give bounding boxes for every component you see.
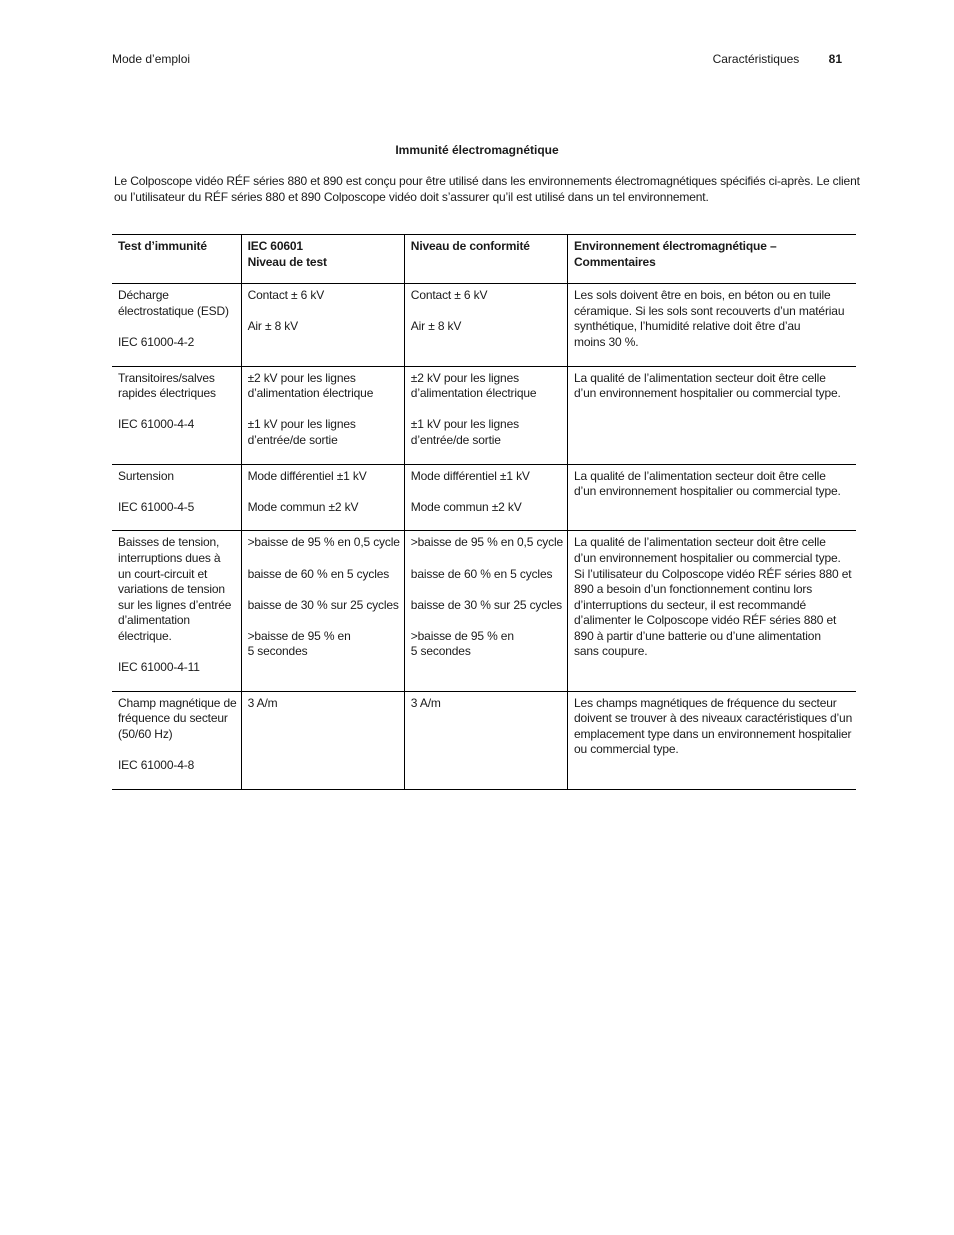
cell-spacer — [118, 644, 237, 660]
cell-line: moins 30 %. — [574, 334, 639, 349]
column-header-immunity-test — [112, 235, 241, 284]
page-number: 81 — [828, 52, 842, 66]
table-row — [112, 284, 856, 366]
immunity-table — [112, 234, 856, 790]
cell-line: 890 à partir d’une batterie ou d’une alimentation — [574, 628, 821, 643]
cell-em-environment — [568, 366, 857, 464]
cell-spacer — [248, 613, 400, 629]
table-row — [112, 531, 856, 691]
cell-line: Les sols doivent être en bois, en béton ou en tuile — [574, 288, 831, 303]
cell-line: (50/60 Hz) — [118, 726, 173, 741]
cell-line: Niveau de conformité — [410, 239, 530, 253]
intro-line: ou l’utilisateur du RÉF séries 880 et 890 Colposcope vidéo doit s’assurer qu’il est utilisé dans un tel environnement. — [114, 189, 709, 204]
cell-spacer — [118, 319, 237, 335]
cell-line: IEC 61000-4-2 — [118, 334, 195, 349]
cell-line: La qualité de l’alimentation secteur doit être celle — [574, 370, 826, 385]
cell-iec-test-level — [241, 284, 404, 366]
cell-line: électrostatique (ESD) — [118, 303, 229, 318]
cell-line: interruptions dues à — [118, 550, 221, 565]
cell-line: IEC 60601 — [247, 239, 303, 253]
cell-spacer — [411, 551, 563, 567]
cell-line: La qualité de l’alimentation secteur doit être celle — [574, 535, 826, 550]
header-section-title: Caractéristiques — [712, 52, 800, 66]
cell-immunity-test — [112, 691, 241, 789]
cell-iec-test-level — [241, 531, 404, 691]
cell-em-environment — [568, 284, 857, 366]
cell-line: emplacement type dans un environnement hospitalier — [574, 726, 852, 741]
cell-line: d’alimentation électrique — [247, 386, 374, 401]
cell-line: d’entrée/de sortie — [247, 432, 338, 447]
cell-spacer — [411, 613, 563, 629]
cell-line: Air ± 8 kV — [410, 319, 462, 334]
cell-line: Mode différentiel ±1 kV — [410, 468, 530, 483]
cell-immunity-test — [112, 531, 241, 691]
cell-line: Surtension — [118, 468, 174, 483]
intro-paragraph — [114, 174, 860, 205]
cell-compliance-level — [404, 531, 567, 691]
cell-line: ou commercial type. — [574, 742, 679, 757]
cell-line: >baisse de 95 % en — [410, 628, 514, 643]
cell-line: >baisse de 95 % en 0,5 cycle — [410, 535, 564, 550]
cell-line: 5 secondes — [410, 644, 471, 659]
cell-compliance-level — [404, 691, 567, 789]
cell-line: fréquence du secteur — [118, 711, 228, 726]
cell-line: ±2 kV pour les lignes — [410, 370, 519, 385]
cell-line: d’entrée/de sortie — [410, 432, 501, 447]
cell-compliance-level — [404, 284, 567, 366]
cell-line: électrique. — [118, 628, 172, 643]
header-right — [713, 52, 842, 66]
cell-line: Champ magnétique de — [118, 695, 237, 710]
cell-line: d’un environnement hospitalier ou commercial type. — [574, 550, 841, 565]
column-header-iec-test-level — [241, 235, 404, 284]
cell-line: d’interruptions du secteur, il est recommandé — [574, 597, 807, 612]
table-row — [112, 691, 856, 789]
cell-em-environment — [568, 531, 857, 691]
cell-spacer — [411, 582, 563, 598]
table-row — [112, 366, 856, 464]
cell-line: >baisse de 95 % en — [247, 628, 351, 643]
cell-compliance-level — [404, 464, 567, 531]
cell-line: sans coupure. — [574, 644, 648, 659]
cell-iec-test-level — [241, 366, 404, 464]
cell-line: d’alimentation électrique — [410, 386, 537, 401]
cell-line: 890 a besoin d’un fonctionnement continu lors — [574, 582, 813, 597]
cell-line: baisse de 60 % en 5 cycles — [247, 566, 390, 581]
cell-line: La qualité de l’alimentation secteur doit être celle — [574, 468, 826, 483]
cell-line: >baisse de 95 % en 0,5 cycle — [247, 535, 400, 550]
cell-spacer — [118, 484, 237, 500]
cell-line: IEC 61000-4-8 — [118, 758, 195, 773]
cell-line: Mode commun ±2 kV — [247, 499, 359, 514]
cell-line: Niveau de test — [247, 254, 327, 269]
section-title: Immunité électromagnétique — [395, 143, 559, 157]
cell-line: IEC 61000-4-5 — [118, 499, 195, 514]
intro-line: Le Colposcope vidéo RÉF séries 880 et 890 est conçu pour être utilisé dans les environnements électromagnétiques spécifiés ci-après. Le client — [114, 174, 860, 188]
cell-line: Décharge — [118, 288, 169, 303]
cell-line: Si l’utilisateur du Colposcope vidéo RÉF séries 880 et — [574, 566, 852, 581]
column-header-em-environment — [568, 235, 857, 284]
cell-line: ±2 kV pour les lignes — [247, 370, 356, 385]
cell-iec-test-level — [241, 464, 404, 531]
cell-line: variations de tension — [118, 582, 225, 597]
cell-line: Les champs magnétiques de fréquence du secteur — [574, 695, 837, 710]
cell-line: synthétique, l’humidité relative doit être d’au — [574, 319, 801, 334]
cell-spacer — [118, 742, 237, 758]
table-body — [112, 284, 856, 789]
cell-line: baisse de 60 % en 5 cycles — [410, 566, 553, 581]
cell-line: IEC 61000-4-4 — [118, 417, 195, 432]
cell-em-environment — [568, 464, 857, 531]
cell-compliance-level — [404, 366, 567, 464]
cell-line: Transitoires/salves — [118, 370, 215, 385]
cell-line: Contact ± 6 kV — [247, 288, 325, 303]
cell-spacer — [248, 484, 400, 500]
cell-line: Mode commun ±2 kV — [410, 499, 522, 514]
cell-line: doivent se trouver à des niveaux caractéristiques d’un — [574, 711, 853, 726]
cell-line: 3 A/m — [247, 695, 278, 710]
cell-spacer — [248, 582, 400, 598]
cell-spacer — [411, 402, 563, 418]
cell-line: Contact ± 6 kV — [410, 288, 488, 303]
cell-spacer — [248, 304, 400, 320]
cell-line: Environnement électromagnétique – — [574, 239, 777, 253]
cell-line: rapides électriques — [118, 386, 216, 401]
cell-iec-test-level — [241, 691, 404, 789]
cell-immunity-test — [112, 464, 241, 531]
cell-line: Air ± 8 kV — [247, 319, 298, 334]
cell-line: 3 A/m — [410, 695, 441, 710]
cell-line: céramique. Si les sols sont recouverts d’un matériau — [574, 303, 845, 318]
cell-em-environment — [568, 691, 857, 789]
cell-line: Test d’immunité — [118, 239, 207, 253]
cell-line: Baisses de tension, — [118, 535, 220, 550]
cell-line: d’alimentation — [118, 613, 190, 628]
cell-line: ±1 kV pour les lignes — [410, 417, 519, 432]
cell-spacer — [411, 484, 563, 500]
cell-immunity-test — [112, 366, 241, 464]
cell-immunity-test — [112, 284, 241, 366]
cell-line: d’alimenter le Colposcope vidéo RÉF séries 880 et — [574, 613, 837, 628]
cell-line: IEC 61000-4-11 — [118, 660, 200, 675]
header-document-name: Mode d’emploi — [112, 52, 191, 66]
cell-spacer — [248, 551, 400, 567]
page-header — [112, 52, 842, 70]
cell-line: Mode différentiel ±1 kV — [247, 468, 367, 483]
cell-line: 5 secondes — [247, 644, 308, 659]
cell-spacer — [248, 402, 400, 418]
table-row — [112, 464, 856, 531]
cell-line: sur les lignes d’entrée — [118, 597, 232, 612]
cell-line: baisse de 30 % sur 25 cycles — [247, 597, 399, 612]
column-header-compliance-level — [404, 235, 567, 284]
cell-line: baisse de 30 % sur 25 cycles — [410, 597, 563, 612]
table-header-row — [112, 235, 856, 284]
cell-line: d’un environnement hospitalier ou commercial type. — [574, 484, 841, 499]
cell-spacer — [118, 402, 237, 418]
cell-spacer — [411, 304, 563, 320]
cell-line: un court-circuit et — [118, 566, 208, 581]
cell-line: ±1 kV pour les lignes — [247, 417, 356, 432]
cell-line: Commentaires — [574, 254, 656, 269]
cell-line: d’un environnement hospitalier ou commercial type. — [574, 386, 841, 401]
